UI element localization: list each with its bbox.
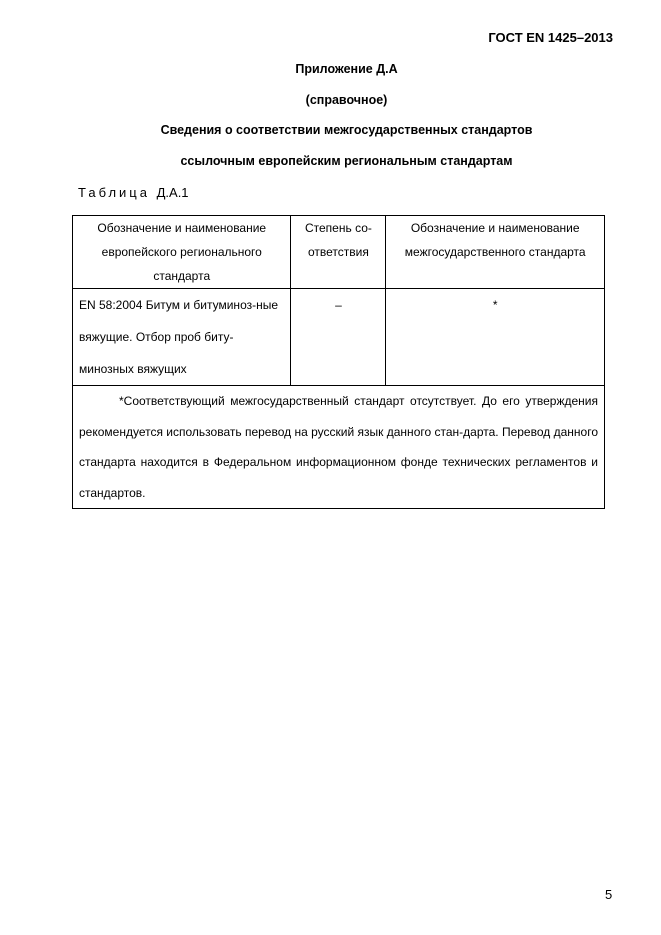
column-header-interstate-text: Обозначение и наименование межгосударственного стандарта bbox=[404, 221, 586, 259]
table-footnote-text: *Соответствующий межгосударственный стандарт отсутствует. До его утверждения рекомендуется использовать перевод на русский язык данного стан-дарта. Перевод данного стандарта находится в Федеральном информационном фонде технических регламентов и стандартов. bbox=[79, 394, 598, 500]
column-header-degree-text: Степень со-ответствия bbox=[304, 221, 372, 259]
table-caption-number: Д.А.1 bbox=[156, 185, 189, 200]
page-number: 5 bbox=[605, 887, 613, 902]
document-code: ГОСТ EN 1425–2013 bbox=[488, 30, 613, 45]
appendix-title: Приложение Д.А bbox=[295, 62, 398, 76]
appendix-heading-line-1: Сведения о соответствии межгосударственных стандартов bbox=[160, 123, 533, 137]
table-caption bbox=[78, 185, 189, 200]
table-footnote-cell bbox=[73, 386, 605, 509]
appendix-status: (справочное) bbox=[305, 93, 388, 107]
cell-interstate-standard: * bbox=[386, 289, 605, 386]
table-row bbox=[73, 289, 605, 386]
appendix-heading-line-2: ссылочным европейским региональным стандартам bbox=[180, 154, 513, 168]
column-header-european-text: Обозначение и наименование европейского регионального стандарта bbox=[97, 221, 267, 283]
cell-european-standard: EN 58:2004 Битум и битуминоз-ные вяжущие. Отбор проб биту-минозных вяжущих bbox=[73, 289, 291, 386]
correspondence-table bbox=[72, 215, 605, 509]
table-caption-word: Таблица bbox=[78, 185, 150, 200]
table-footnote-row bbox=[73, 386, 605, 509]
column-header-degree bbox=[291, 216, 386, 289]
column-header-interstate bbox=[386, 216, 605, 289]
cell-degree: – bbox=[291, 289, 386, 386]
column-header-european bbox=[73, 216, 291, 289]
table-header-row bbox=[73, 216, 605, 289]
